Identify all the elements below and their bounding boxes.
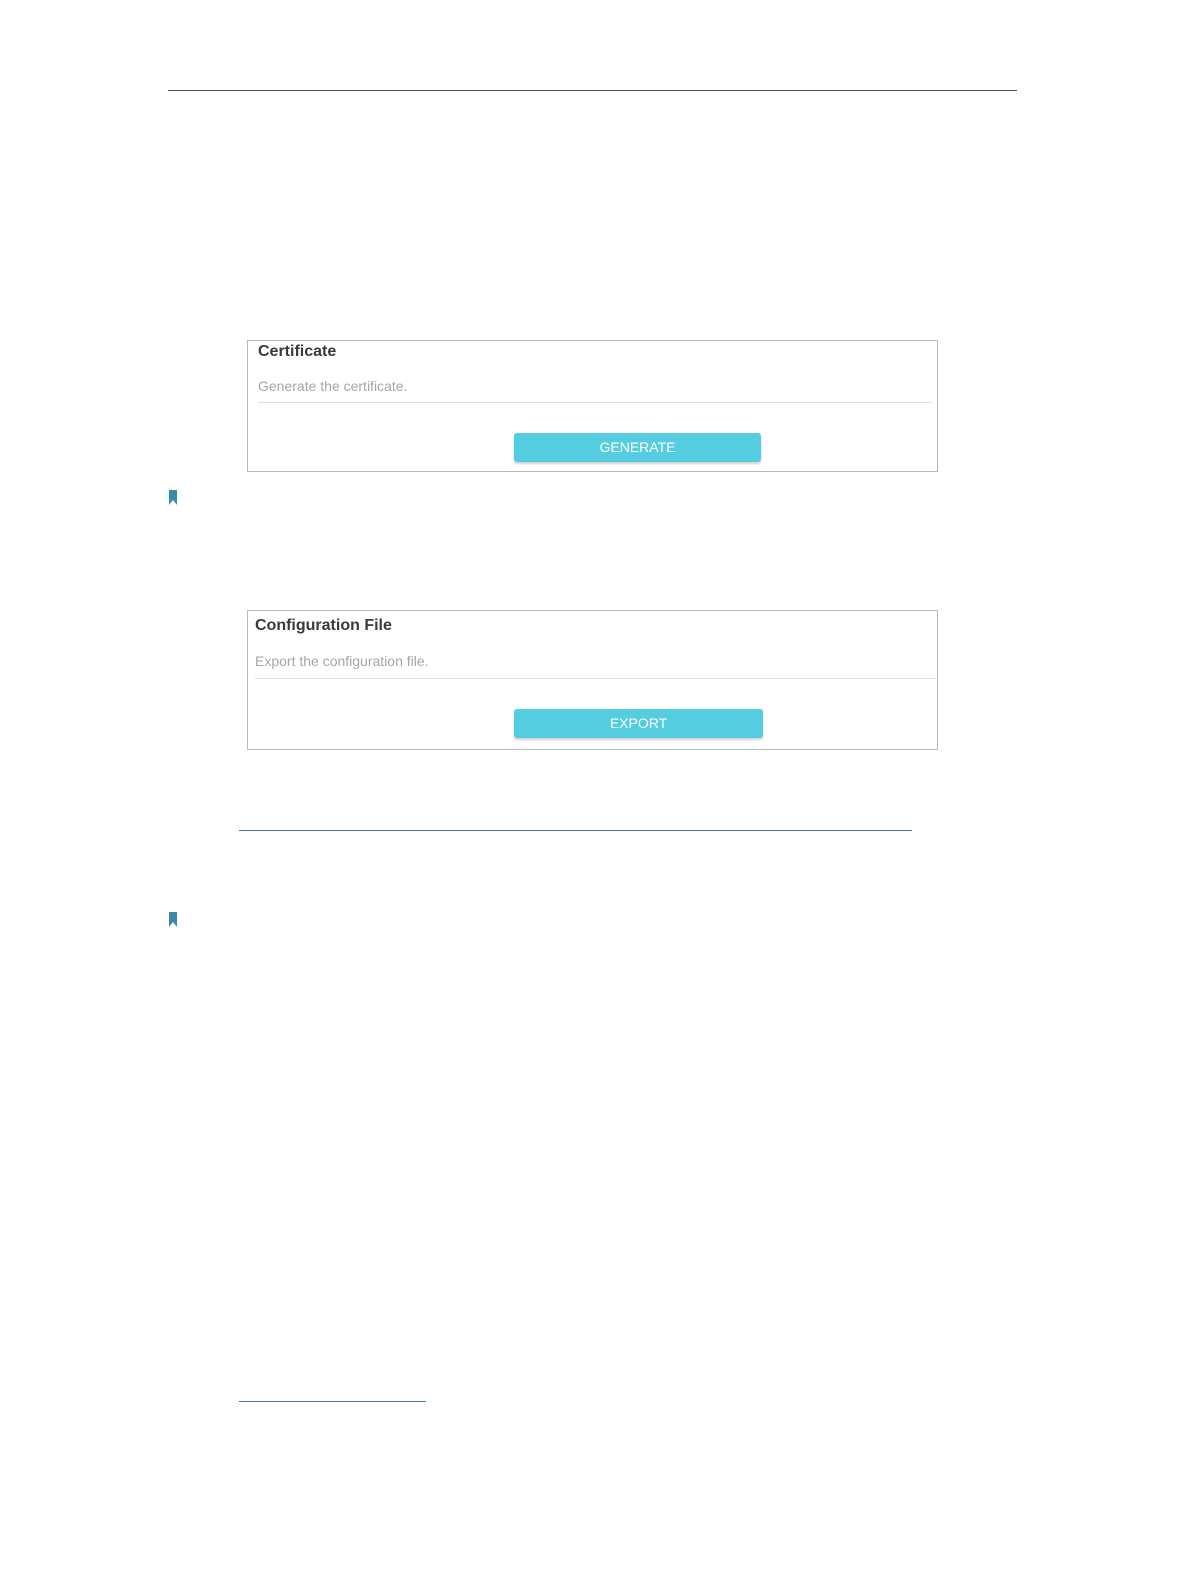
config-divider: [255, 678, 936, 679]
certificate-description: Generate the certificate.: [258, 378, 408, 394]
certificate-panel: [247, 340, 938, 472]
generate-button[interactable]: GENERATE: [514, 433, 761, 462]
header-rule: [168, 90, 1017, 91]
certificate-title: Certificate: [258, 343, 337, 360]
bookmark-icon: [168, 912, 178, 927]
config-panel: [247, 610, 938, 750]
link-underline[interactable]: [239, 830, 912, 831]
config-description: Export the configuration file.: [255, 653, 429, 669]
link-underline[interactable]: [239, 1401, 426, 1402]
config-title: Configuration File: [255, 617, 392, 634]
export-button[interactable]: EXPORT: [514, 709, 763, 738]
bookmark-icon: [168, 490, 178, 505]
certificate-divider: [258, 402, 932, 403]
